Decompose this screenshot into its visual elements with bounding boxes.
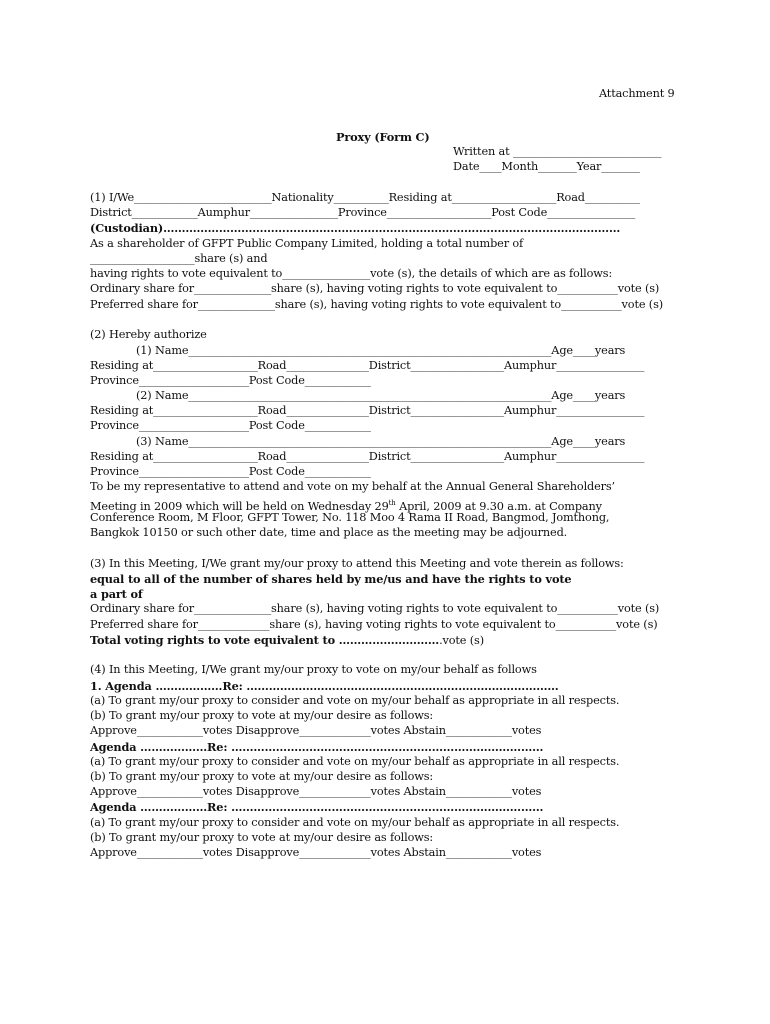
representative-line3: Conference Room, M Floor, GFPT Tower, No. 118 Moo 4 Rama II Road, Bangmod, Jomthong, bbox=[90, 511, 610, 524]
agenda-2-title: Agenda ………………Re: ………………………………………………………………………… bbox=[90, 740, 544, 754]
agenda-1-option-a: (a) To grant my/our proxy to consider and vote on my/our behalf as appropriate in all respects. bbox=[90, 694, 620, 707]
attachment-label: Attachment 9 bbox=[599, 87, 675, 100]
section1-ordinary: Ordinary share for______________share (s), having voting rights to vote equivalent to___________vote (s) bbox=[90, 282, 660, 295]
section3-preferred: Preferred share for_____________share (s), having voting rights to vote equivalent to___________vote (s) bbox=[90, 618, 658, 631]
agenda-1-option-b: (b) To grant my/our proxy to vote at my/our desire as follows: bbox=[90, 709, 434, 722]
option-all-shares: equal to all of the number of shares held by me/us and have the rights to vote bbox=[90, 572, 572, 586]
proxy-2-residing: Residing at___________________Road_______________District_________________Aumphur________________ bbox=[90, 404, 645, 417]
section1-line2: District____________Aumphur________________Province___________________Post Code________________ bbox=[90, 206, 636, 219]
proxy-1-residing: Residing at___________________Road_______________District_________________Aumphur________________ bbox=[90, 359, 645, 372]
proxy-1-province: Province____________________Post Code____________ bbox=[90, 374, 371, 387]
agenda-2-option-b: (b) To grant my/our proxy to vote at my/our desire as follows: bbox=[90, 770, 434, 783]
agenda-3-votes: Approve____________votes Disapprove_____________votes Abstain____________votes bbox=[90, 846, 542, 859]
proxy-2-name: (2) Name__________________________________________________________________Age____years bbox=[136, 389, 626, 402]
representative-line1: To be my representative to attend and vote on my behalf at the Annual General Shareholders’ bbox=[90, 480, 615, 493]
agenda-1-votes: Approve____________votes Disapprove_____________votes Abstain____________votes bbox=[90, 724, 542, 737]
page-title: Proxy (Form C) bbox=[336, 130, 430, 144]
agenda-2-votes: Approve____________votes Disapprove_____________votes Abstain____________votes bbox=[90, 785, 542, 798]
section1-line1: (1) I/We_________________________Nationality__________Residing at___________________Road__________ bbox=[90, 191, 640, 204]
section1-line5: ___________________share (s) and bbox=[90, 252, 268, 265]
proxy-3-province: Province____________________Post Code____________ bbox=[90, 465, 371, 478]
agenda-3-title: Agenda ………………Re: ………………………………………………………………………… bbox=[90, 800, 544, 814]
written-at-field[interactable]: Written at ___________________________ bbox=[453, 145, 662, 158]
agenda-3-option-b: (b) To grant my/our proxy to vote at my/our desire as follows: bbox=[90, 831, 434, 844]
proxy-3-residing: Residing at___________________Road_______________District_________________Aumphur________________ bbox=[90, 450, 645, 463]
section1-preferred: Preferred share for______________share (s), having voting rights to vote equivalent to___________vote (s) bbox=[90, 298, 663, 311]
meeting-date-text: Meeting in 2009 which will be held on Wednesday 29 bbox=[90, 499, 389, 513]
custodian-line: (Custodian)…………………………………………………………………………………………………………… bbox=[90, 221, 621, 235]
date-field[interactable]: Date____Month_______Year_______ bbox=[453, 160, 640, 173]
date-suffix: th bbox=[388, 499, 396, 507]
agenda-3-option-a: (a) To grant my/our proxy to consider and vote on my/our behalf as appropriate in all respects. bbox=[90, 816, 620, 829]
option-part-of: a part of bbox=[90, 587, 143, 601]
section1-line6: having rights to vote equivalent to________________vote (s), the details of which are as follows: bbox=[90, 267, 613, 280]
section2-heading: (2) Hereby authorize bbox=[90, 328, 207, 341]
proxy-2-province: Province____________________Post Code____________ bbox=[90, 419, 371, 432]
total-voting-rights bbox=[90, 633, 484, 648]
total-label: Total voting rights to vote equivalent to ……………………… bbox=[90, 633, 440, 647]
proxy-1-name: (1) Name__________________________________________________________________Age____years bbox=[136, 344, 626, 357]
representative-line4: Bangkok 10150 or such other date, time and place as the meeting may be adjourned. bbox=[90, 526, 568, 539]
section3-ordinary: Ordinary share for______________share (s), having voting rights to vote equivalent to___________vote (s) bbox=[90, 602, 660, 615]
agenda-2-option-a: (a) To grant my/our proxy to consider and vote on my/our behalf as appropriate in all respects. bbox=[90, 755, 620, 768]
section4-heading: (4) In this Meeting, I/We grant my/our proxy to vote on my/our behalf as follows bbox=[90, 663, 537, 676]
section3-heading: (3) In this Meeting, I/We grant my/our proxy to attend this Meeting and vote therein as follows: bbox=[90, 557, 624, 570]
section1-line4: As a shareholder of GFPT Public Company Limited, holding a total number of bbox=[90, 237, 524, 250]
meeting-time-text: April, 2009 at 9.30 a.m. at Company bbox=[395, 499, 602, 513]
total-suffix: .vote (s) bbox=[439, 634, 484, 647]
agenda-1-title: 1. Agenda ………………Re: ………………………………………………………………………… bbox=[90, 679, 559, 693]
proxy-3-name: (3) Name__________________________________________________________________Age____years bbox=[136, 435, 626, 448]
